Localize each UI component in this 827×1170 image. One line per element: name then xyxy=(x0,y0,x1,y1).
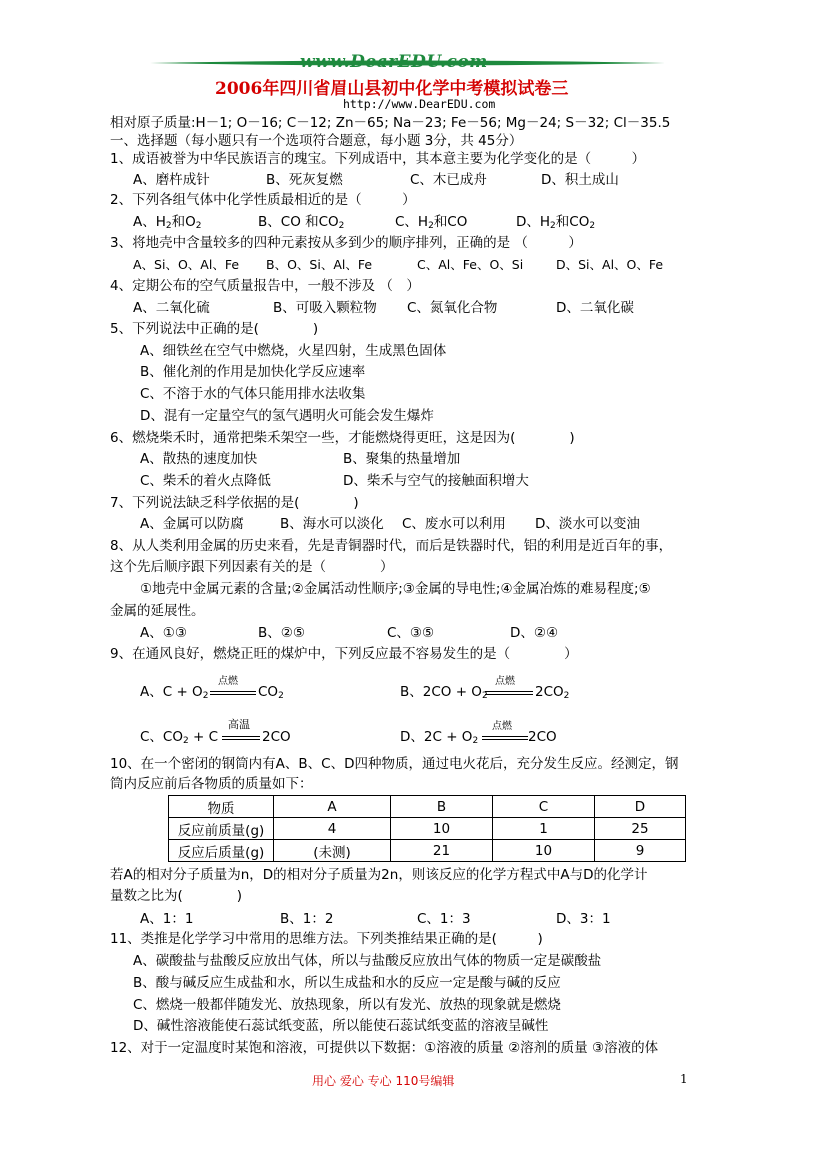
q4-option-b: B、可吸入颗粒物 xyxy=(273,300,377,316)
q5-stem: 5、下列说法中正确的是( ) xyxy=(110,321,319,337)
q8-stem-line1: 8、从人类利用金属的历史来看，先是青铜器时代，而后是铁器时代，铝的利用是近百年的事， xyxy=(110,538,673,554)
q6-option-a: A、散热的速度加快 xyxy=(140,451,258,467)
q9-stem: 9、在通风良好，燃烧正旺的煤炉中，下列反应最不容易发生的是（ ） xyxy=(110,646,578,662)
exam-title: 2006年四川省眉山县初中化学中考模拟试卷三 xyxy=(215,79,569,99)
page-number: 1 xyxy=(680,1072,688,1086)
q9-option-b: B、$2CO + O_2$ 点燃 $2CO_2$ xyxy=(400,676,570,701)
section-heading: 一、选择题（每小题只有一个选项符合题意，每小题 3分，共 45分） xyxy=(110,133,523,149)
q8-option-b: B、②⑤ xyxy=(258,625,305,641)
q1-option-a: A、磨杵成针 xyxy=(133,172,210,188)
table-row xyxy=(169,818,686,840)
table-cell: 25 xyxy=(595,818,686,840)
table-cell: 4 xyxy=(274,818,391,840)
q9-option-d: D、$2C + O_2$ 点燃 2CO xyxy=(400,721,557,746)
q2-stem: 2、下列各组气体中化学性质最相近的是（ ） xyxy=(110,192,416,208)
q4-stem: 4、定期公布的空气质量报告中，一般不涉及 （ ） xyxy=(110,278,420,294)
q1-stem: 1、成语被誉为中华民族语言的瑰宝。下列成语中，其本意主要为化学变化的是（ ） xyxy=(110,151,646,167)
q6-option-d: D、柴禾与空气的接触面积增大 xyxy=(343,473,529,489)
q4-option-d: D、二氧化碳 xyxy=(556,300,634,316)
q11-option-b: B、酸与碱反应生成盐和水，所以生成盐和水的反应一定是酸与碱的反应 xyxy=(133,975,561,991)
table-cell: 反应前质量(g) xyxy=(169,818,274,840)
q6-stem: 6、燃烧柴禾时，通常把柴禾架空一些，才能燃烧得更旺，这是因为( ) xyxy=(110,430,575,446)
q7-option-a: A、金属可以防腐 xyxy=(140,516,244,532)
q12-stem: 12、对于一定温度时某饱和溶液，可提供以下数据：①溶液的质量 ②溶剂的质量 ③溶液的体 xyxy=(110,1040,659,1056)
q3-option-c: C、Al、Fe、O、Si xyxy=(417,257,524,272)
site-title: www.DearEDU.com xyxy=(300,52,488,72)
table-row xyxy=(169,796,686,818)
table-header-cell: A xyxy=(274,796,391,818)
q10-option-d: D、3：1 xyxy=(556,911,611,927)
footer-text: 用心 爱心 专心 110号编辑 xyxy=(312,1074,455,1088)
q7-stem: 7、下列说法缺乏科学依据的是( ) xyxy=(110,495,359,511)
table-cell: (未测) xyxy=(274,840,391,862)
q3-option-a: A、Si、O、Al、Fe xyxy=(133,257,240,272)
q8-option-a: A、①③ xyxy=(140,625,187,641)
q10-stem-line1: 10、在一个密闭的钢筒内有A、B、C、D四种物质，通过电火花后，充分发生反应。经测定，钢 xyxy=(110,756,679,772)
table-header-cell: D xyxy=(595,796,686,818)
table-cell: 21 xyxy=(391,840,493,862)
q2-option-b: B、CO 和$CO_2$ xyxy=(258,214,345,231)
table-cell: 9 xyxy=(595,840,686,862)
q10-option-c: C、1：3 xyxy=(417,911,471,927)
q5-option-a: A、细铁丝在空气中燃烧，火星四射，生成黑色固体 xyxy=(140,343,447,359)
table-header-cell: 物质 xyxy=(169,796,274,818)
q10-after-line2: 量数之比为( ) xyxy=(110,888,243,904)
table-cell: 10 xyxy=(493,840,595,862)
q3-option-b: B、O、Si、Al、Fe xyxy=(266,257,373,272)
q10-option-a: A、1：1 xyxy=(140,911,194,927)
q8-factors-line2: 金属的延展性。 xyxy=(110,603,205,619)
q2-option-c: C、$H_2$和CO xyxy=(395,214,468,231)
q4-option-a: A、二氧化硫 xyxy=(133,300,210,316)
q3-stem: 3、将地壳中含量较多的四种元素按从多到少的顺序排列，正确的是 （ ） xyxy=(110,235,582,251)
table-cell: 1 xyxy=(493,818,595,840)
q7-option-c: C、废水可以利用 xyxy=(402,516,506,532)
q5-option-c: C、不溶于水的气体只能用排水法收集 xyxy=(140,386,366,402)
q10-stem-line2: 筒内反应前后各物质的质量如下： xyxy=(110,776,313,792)
table-header-cell: C xyxy=(493,796,595,818)
q7-option-d: D、淡水可以变油 xyxy=(535,516,640,532)
q9-option-c: C、$CO_2 + C$ 高温 2CO xyxy=(140,718,291,746)
q7-option-b: B、海水可以淡化 xyxy=(280,516,384,532)
q10-after-line1: 若A的相对分子质量为n，D的相对分子质量为2n，则该反应的化学方程式中A与D的化学计 xyxy=(110,867,648,883)
table-cell: 反应后质量(g) xyxy=(169,840,274,862)
table-row xyxy=(169,840,686,862)
q1-option-b: B、死灰复燃 xyxy=(266,172,343,188)
q6-option-b: B、聚集的热量增加 xyxy=(343,451,461,467)
q11-option-d: D、碱性溶液能使石蕊试纸变蓝，所以能使石蕊试纸变蓝的溶液呈碱性 xyxy=(133,1018,549,1034)
q1-option-d: D、积土成山 xyxy=(541,172,619,188)
table-cell: 10 xyxy=(391,818,493,840)
q1-option-c: C、木已成舟 xyxy=(410,172,487,188)
q8-factors-line1: ①地壳中金属元素的含量;②金属活动性顺序;③金属的导电性;④金属冶炼的难易程度;⑤ xyxy=(140,581,651,597)
site-url: http://www.DearEDU.com xyxy=(343,97,496,111)
q5-option-d: D、混有一定量空气的氢气遇明火可能会发生爆炸 xyxy=(140,408,434,424)
q3-option-d: D、Si、Al、O、Fe xyxy=(556,257,664,272)
mass-table xyxy=(168,795,686,862)
q6-option-c: C、柴禾的着火点降低 xyxy=(140,473,271,489)
q11-option-a: A、碳酸盐与盐酸反应放出气体，所以与盐酸反应放出气体的物质一定是碳酸盐 xyxy=(133,953,602,969)
q5-option-b: B、催化剂的作用是加快化学反应速率 xyxy=(140,364,366,380)
q11-stem: 11、类推是化学学习中常用的思维方法。下列类推结果正确的是( ) xyxy=(110,931,543,947)
table-header-cell: B xyxy=(391,796,493,818)
q4-option-c: C、氮氧化合物 xyxy=(407,300,498,316)
q2-option-d: D、$H_2$和$CO_2$ xyxy=(516,214,596,231)
q8-option-d: D、②④ xyxy=(510,625,559,641)
q8-option-c: C、③⑤ xyxy=(387,625,435,641)
q10-option-b: B、1：2 xyxy=(280,911,334,927)
q2-option-a: A、$H_2$和$O_2$ xyxy=(133,214,202,231)
q11-option-c: C、燃烧一般都伴随发光、放热现象，所以有发光、放热的现象就是燃烧 xyxy=(133,997,561,1013)
atomic-masses: 相对原子质量:H－1; O－16; C－12; Zn－65; Na－23; Fe－56; Mg－24; S－32; Cl－35.5 xyxy=(110,115,671,131)
q8-stem-line2: 这个先后顺序跟下列因素有关的是（ ） xyxy=(110,559,394,575)
q9-option-a: A、$C + O_2$ 点燃 $CO_2$ xyxy=(140,676,284,701)
